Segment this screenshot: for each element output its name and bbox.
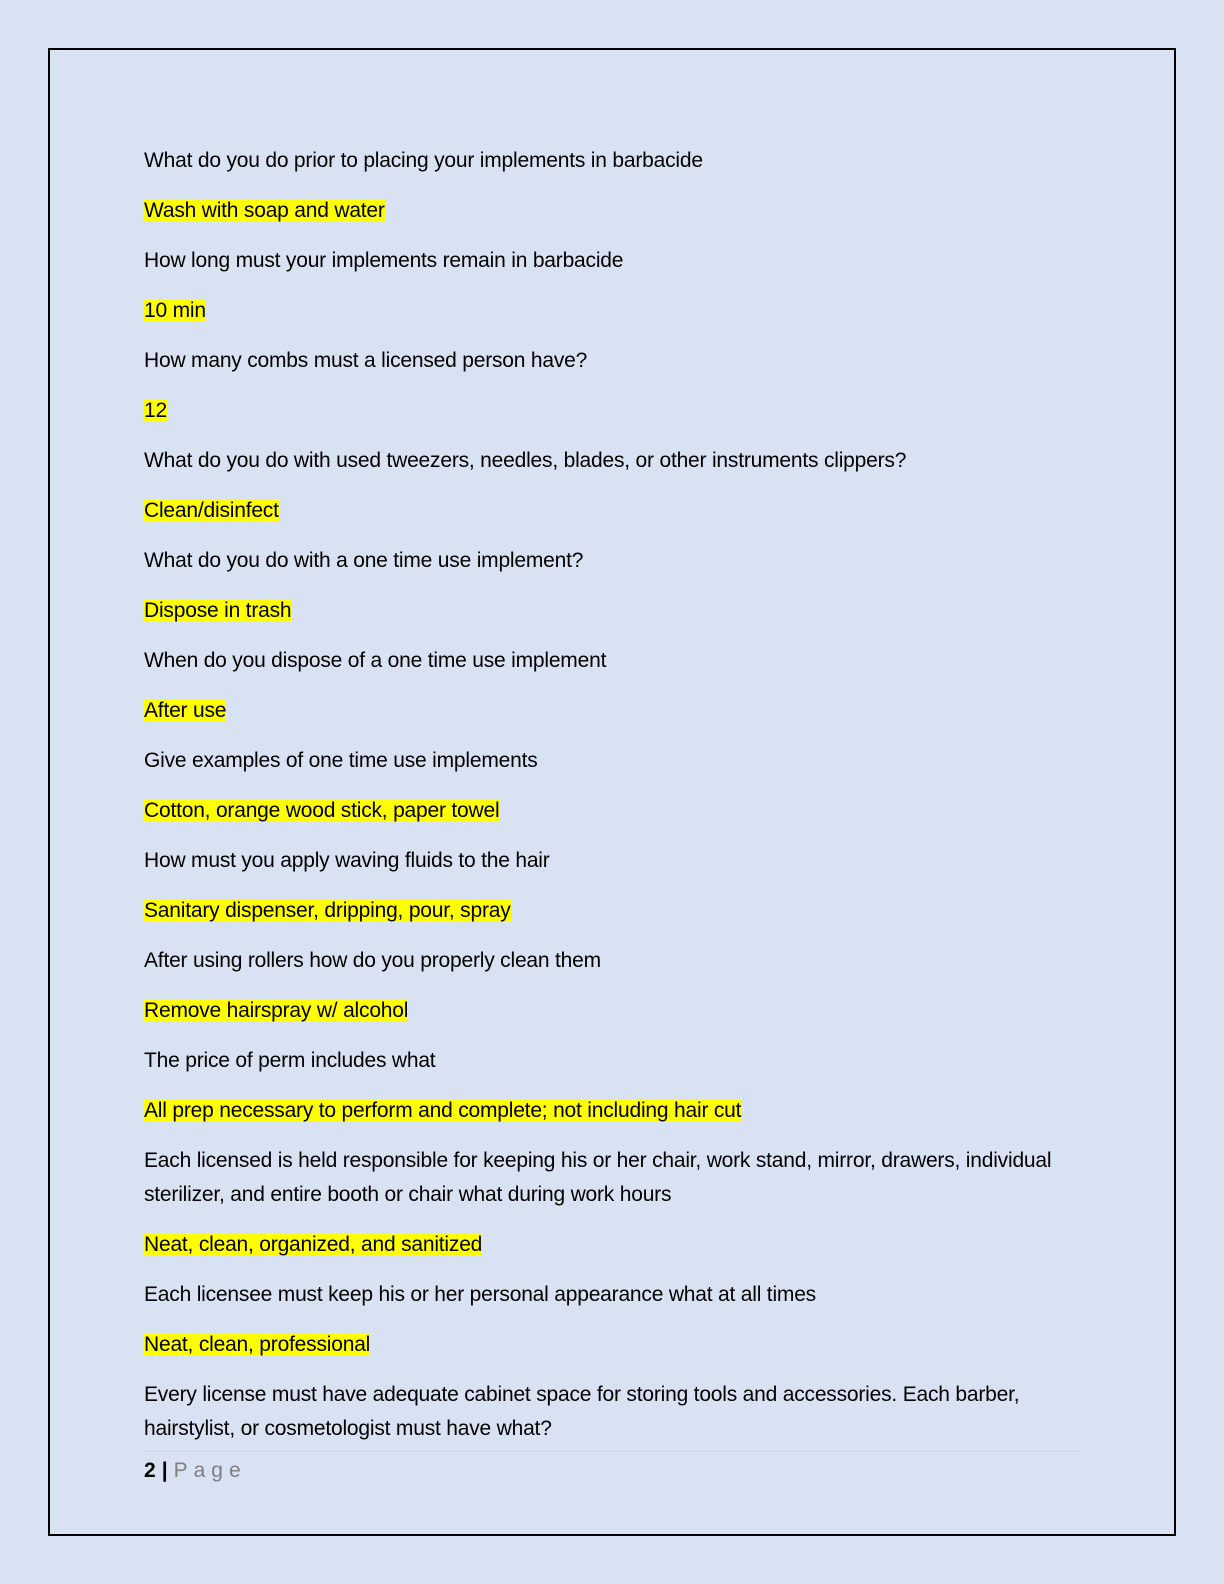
question-text: How must you apply waving fluids to the hair [144,849,550,872]
question-text: What do you do with used tweezers, needles, blades, or other instruments clippers? [144,449,907,472]
highlighted-answer: Neat, clean, organized, and sanitized [144,1233,483,1256]
question-text: How many combs must a licensed person have? [144,349,588,372]
page-footer [144,1456,247,1486]
highlighted-answer: All prep necessary to perform and complete; not including hair cut [144,1099,742,1122]
question-text: What do you do with a one time use implement? [144,549,584,572]
highlighted-answer: 12 [144,399,167,422]
highlighted-answer: Neat, clean, professional [144,1333,371,1356]
highlighted-answer: Cotton, orange wood stick, paper towel [144,799,500,822]
page-number: 2 [144,1459,156,1482]
question-text: Each licensee must keep his or her personal appearance what at all times [144,1283,816,1306]
answer-line [144,694,1084,728]
highlighted-answer: Wash with soap and water [144,199,385,222]
answer-line [144,294,1084,328]
question-text: The price of perm includes what [144,1049,436,1072]
question-text: Every license must have adequate cabinet space for storing tools and accessories. Each barber, hairstylist, or cosmetologist must have what? [144,1383,1020,1440]
highlighted-answer: 10 min [144,299,206,322]
answer-line [144,494,1084,528]
document-body [144,144,1084,1462]
highlighted-answer: After use [144,699,227,722]
answer-line [144,394,1084,428]
highlighted-answer: Remove hairspray w/ alcohol [144,999,409,1022]
question-text: How long must your implements remain in barbacide [144,249,624,272]
footer-rule [144,1451,1084,1452]
answer-line [144,894,1084,928]
question-text: When do you dispose of a one time use implement [144,649,607,672]
answer-line [144,194,1084,228]
question-text: Give examples of one time use implements [144,749,538,772]
highlighted-answer: Clean/disinfect [144,499,279,522]
footer-separator: | [161,1459,168,1482]
answer-line [144,594,1084,628]
answer-line [144,794,1084,828]
highlighted-answer: Sanitary dispenser, dripping, pour, spray [144,899,511,922]
answer-line [144,1228,1084,1262]
answer-line [144,994,1084,1028]
highlighted-answer: Dispose in trash [144,599,292,622]
answer-line [144,1328,1084,1362]
question-text: After using rollers how do you properly clean them [144,949,601,972]
question-text: What do you do prior to placing your implements in barbacide [144,149,703,172]
question-text: Each licensed is held responsible for keeping his or her chair, work stand, mirror, drawers, individual sterilizer, and entire booth or chair what during work hours [144,1149,1052,1206]
answer-line [144,1094,1084,1128]
page-label: Page [173,1459,247,1482]
